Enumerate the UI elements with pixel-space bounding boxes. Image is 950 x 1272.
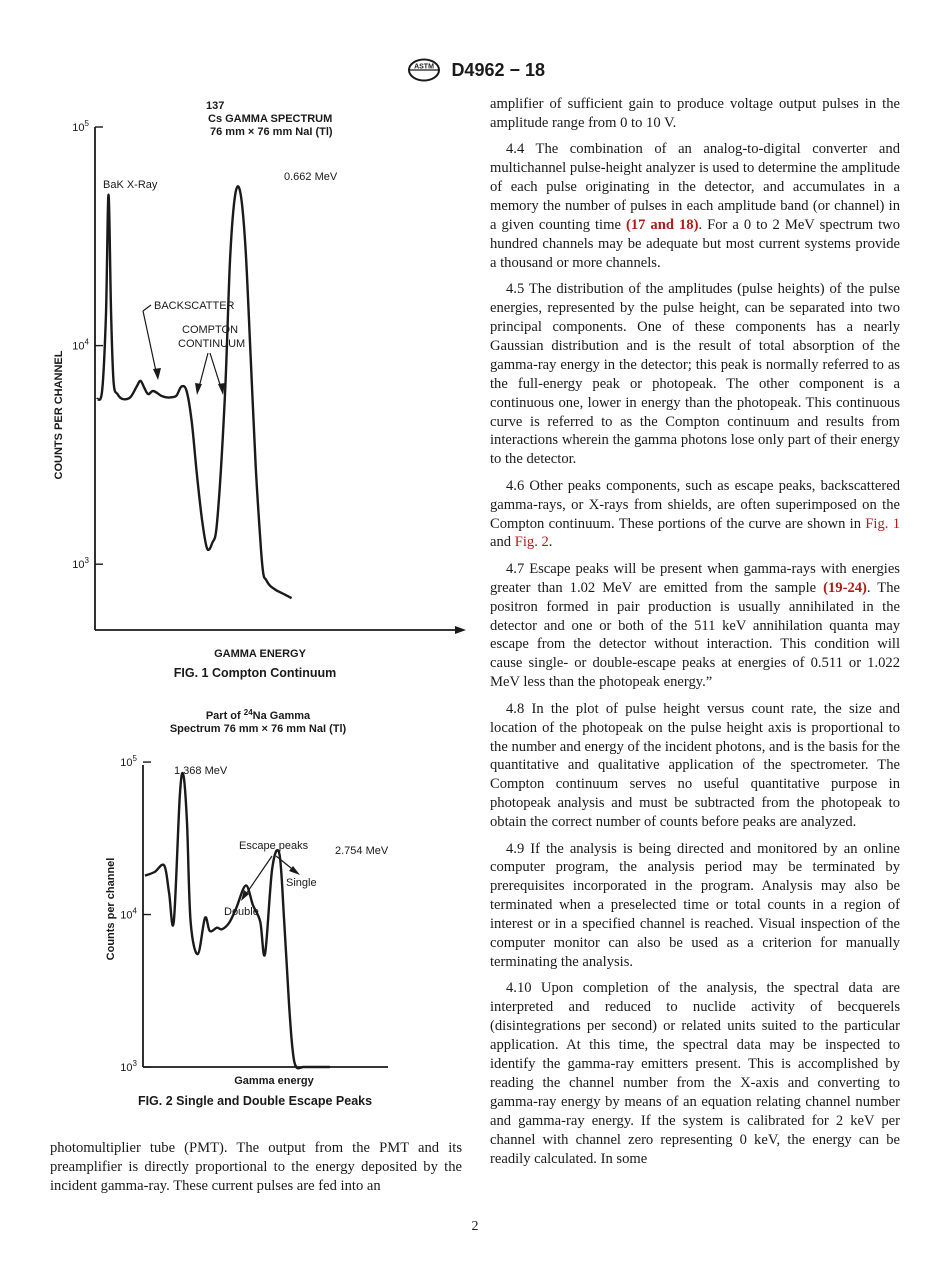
- paragraph-4-7: [490, 560, 900, 692]
- fig1-backscatter-arrow-2: [143, 311, 157, 376]
- paragraph-4-6-end: .: [548, 534, 553, 551]
- fig1-compton-arrowhead-left: [195, 383, 202, 395]
- figure-1-compton-continuum: [40, 95, 480, 695]
- fig1-title-line1: Cs GAMMA SPECTRUM: [208, 113, 333, 125]
- fig1-title-line2: 76 mm × 76 mm NaI (Tl): [210, 126, 333, 138]
- fig1-bak-label: BaK X-Ray: [103, 179, 158, 191]
- link-fig-1[interactable]: Fig. 1: [865, 515, 900, 532]
- fig2-title-suffix: Na Gamma: [252, 710, 311, 722]
- paragraph-4-6-text: 4.6 Other peaks components, such as escape peaks, backscattered gamma-rays, or X-rays from shields, are often superimposed on the Compton continuum. These portions of the curve are shown in: [490, 477, 900, 532]
- fig1-spectrum-line: [97, 186, 292, 598]
- fig1-peak-label: 0.662 MeV: [284, 171, 338, 183]
- fig1-compton-label-2: CONTINUUM: [178, 338, 246, 350]
- paragraph-4-7-text: 4.7 Escape peaks will be present when gamma-rays with energies greater than 1.02 MeV are emitted from the sample: [490, 560, 900, 596]
- paragraph-4-4-text-end: . For a 0 to 2 MeV spectrum two hundred channels may be adequate but most current systems provide a thousand or more channels.: [490, 216, 900, 271]
- fig2-escape-arrow-double: [244, 856, 272, 897]
- fig2-y-axis-label: Counts per channel: [105, 857, 117, 961]
- fig2-y-tick-label-1: $10^4$: [120, 906, 137, 922]
- fig2-peak2-label: 2.754 MeV: [335, 845, 389, 857]
- fig2-x-axis-label: Gamma energy: [234, 1075, 314, 1087]
- fig2-escape-label: Escape peaks: [239, 840, 309, 852]
- paragraph-4-6-and: and: [490, 534, 515, 551]
- figure-2-escape-peaks: [40, 705, 480, 1125]
- fig2-double-label: Double: [224, 906, 259, 918]
- paragraph-pmt: photomultiplier tube (PMT). The output from the PMT and its preamplifier is directly proportional to the energy deposited by the incident gamma-ray. These current pulses are fed into an: [50, 1140, 462, 1194]
- fig1-title: [206, 100, 333, 138]
- page-header: [0, 58, 950, 84]
- paragraph-4-9: 4.9 If the analysis is being directed and monitored by an online computer program, the analysis period may be terminated by prerequisites incorporated in the program. Analysis may also be terminated when a preselected time or total counts in a region of interest or in a specified channel is reached. Visual inspection of the computer monitor can also be used as a criterion for manually terminating the analysis.: [490, 840, 900, 970]
- fig1-caption: FIG. 1 Compton Continuum: [173, 666, 337, 680]
- fig1-y-tick-label-1: $10^4$: [72, 337, 89, 353]
- fig2-single-label: Single: [286, 877, 317, 889]
- fig2-title-prefix: Part of: [205, 710, 244, 722]
- fig2-title-iso: 24: [243, 708, 253, 717]
- fig2-peak1-label: 1.368 MeV: [174, 765, 228, 777]
- fig1-y-axis-label: COUNTS PER CHANNEL: [53, 350, 65, 480]
- fig1-title-iso: 137: [206, 100, 225, 112]
- fig2-spectrum-line: [145, 773, 330, 1068]
- fig1-y-tick-label-2: $10^5$: [72, 119, 89, 134]
- paragraph-4-10: 4.10 Upon completion of the analysis, the spectral data are interpreted and reduced to nuclide activity of becquerels (disintegrations per second) or related units suited to the particular application. At this time, the spectral data may be inspected to identify the gamma-ray emitters present. This is accomplished by reading the channel number from the X-axis and converting to gamma-ray energy by means of an equation relating channel number and gamma-ray energy. If the system is calibrated for 2 keV per channel with channel zero representing 0 keV, the energy can be readily calculated. In some: [490, 980, 900, 1167]
- paragraph-4-5: 4.5 The distribution of the amplitudes (pulse heights) of the pulse energies, represented by the pulse height, can be separated into two principal components. One of these components has a nearly Gaussian distribution and is the result of total absorption of the gamma-ray energy in the detector; this peak is normally referred to as the full-energy peak or photopeak. The other component is a continuous one, lower in energy than the photopeak. This continuous curve is referred to as the Compton continuum and results from interactions wherein the gamma photons lose only part of their energy to the detector.: [490, 281, 900, 468]
- link-fig-2[interactable]: Fig. 2: [514, 534, 549, 551]
- fig1-backscatter-arrowhead: [153, 368, 161, 380]
- astm-logo-text: ASTM: [414, 63, 434, 71]
- left-column-text: [50, 1139, 462, 1196]
- fig2-title: [170, 708, 347, 735]
- paragraph-amplifier: amplifier of sufficient gain to produce voltage output pulses in the amplitude range from 0 to 10 V.: [490, 96, 900, 131]
- document-id: D4962 − 18: [451, 59, 546, 80]
- fig2-title-line2: Spectrum 76 mm × 76 mm NaI (Tl): [169, 723, 347, 735]
- reference-17-18[interactable]: (17 and 18): [625, 216, 699, 233]
- reference-19-24[interactable]: (19-24): [823, 579, 867, 596]
- page-number: 2: [471, 1219, 479, 1234]
- fig2-y-tick-label-2: $10^5$: [120, 754, 137, 770]
- fig2-y-tick-label-0: $10^3$: [120, 1059, 137, 1074]
- paragraph-4-6: [490, 477, 900, 553]
- paragraph-4-8: 4.8 In the plot of pulse height versus count rate, the size and location of the photopeak on the pulse height axis is proportional to the number and energy of the incident photons, and is the basis for the quantitative and qualitative application of the spectrometer. The Compton continuum serves no useful quantitative purpose in photopeak analysis and must be subtracted from the photopeak to obtain the correct number of counts before peaks are analyzed.: [490, 700, 900, 831]
- astm-logo: [405, 58, 443, 82]
- fig1-x-axis-label: GAMMA ENERGY: [214, 648, 306, 660]
- fig1-compton-label-1: COMPTON: [182, 324, 239, 336]
- fig1-y-tick-label-0: $10^3$: [72, 556, 89, 572]
- paragraph-4-4: [490, 140, 900, 272]
- fig1-backscatter-arrow: [143, 305, 151, 311]
- paragraph-4-4-text: 4.4 The combination of an analog-to-digital converter and multichannel pulse-height analyzer is used to determine the amplitude of each pulse originating in the detector, and accumulates in a memory the number of pulses in each amplitude band (or channel) in a given counting time: [490, 141, 900, 233]
- fig2-title-line1: [206, 708, 311, 722]
- fig1-backscatter-label: BACKSCATTER: [154, 300, 235, 312]
- right-column-text: [490, 95, 900, 1176]
- fig2-caption: FIG. 2 Single and Double Escape Peaks: [137, 1094, 373, 1108]
- paragraph-4-7-text-end: . The positron formed in pair production is usually annihilated in the detector and one or both of the 511 keV annihilation quanta may escape from the detector without interaction. This condition will cause single- or double-escape peaks at energies of 0.511 or 1.022 MeV less than the photopeak energy.”: [490, 579, 900, 691]
- fig1-x-arrow: [455, 626, 466, 634]
